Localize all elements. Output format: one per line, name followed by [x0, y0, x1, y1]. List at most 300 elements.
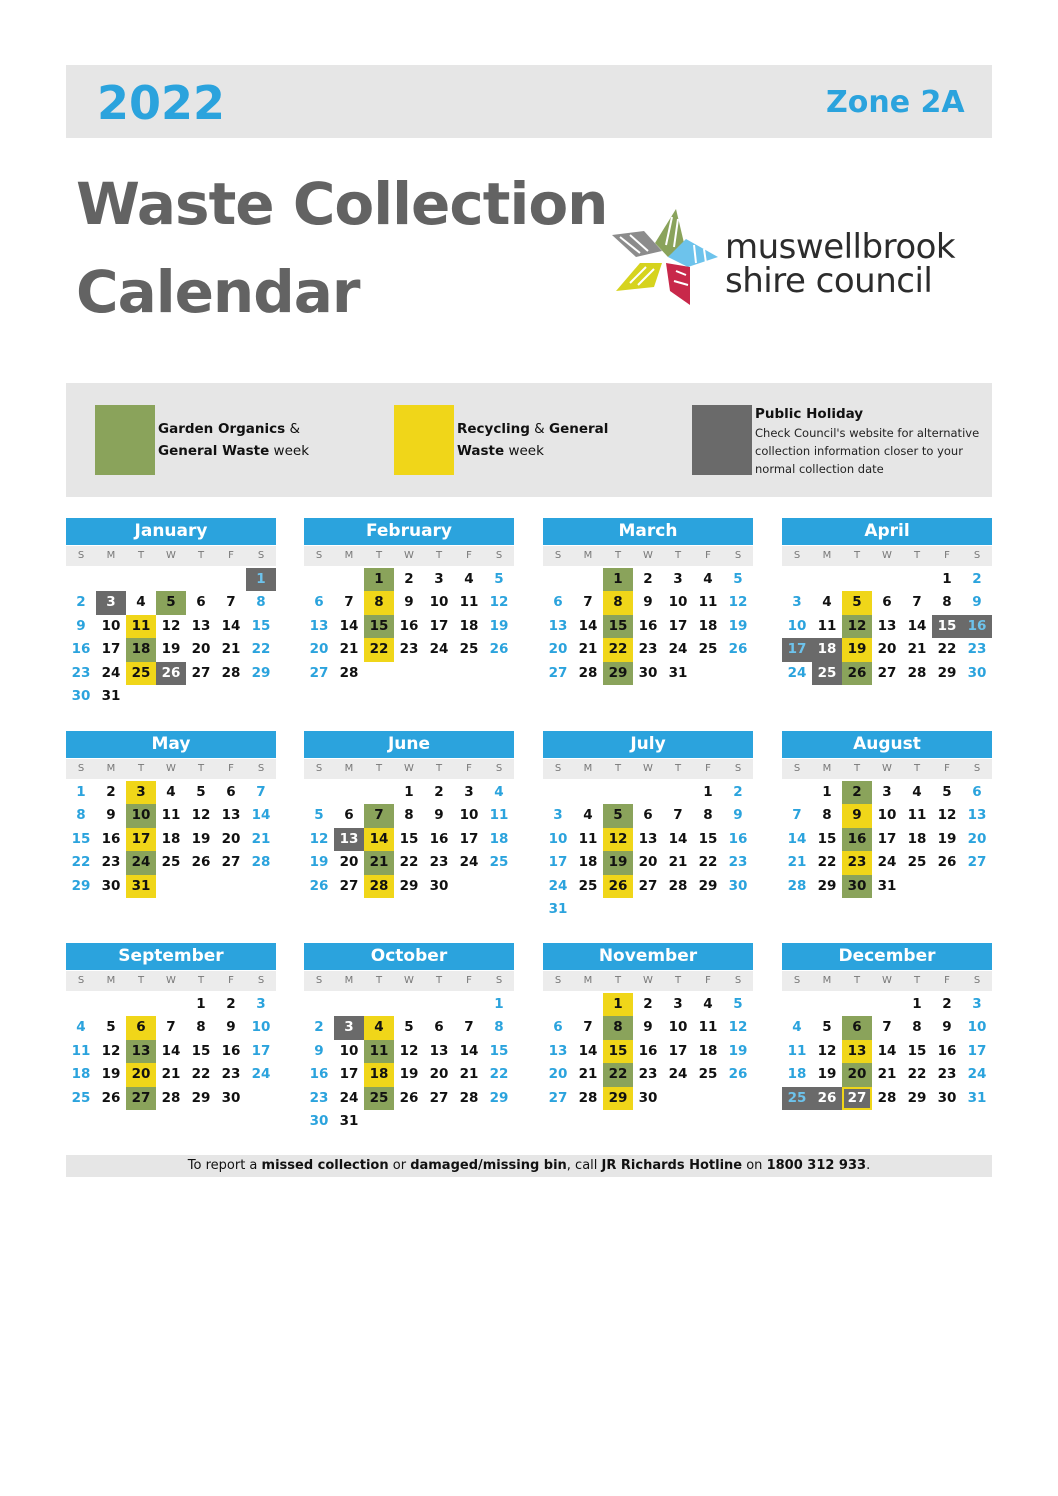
day-cell: 11 [489, 807, 509, 824]
day-grid [304, 781, 514, 898]
day-cell: 17 [782, 638, 812, 661]
legend-garden-rest1: & [285, 421, 300, 437]
day-cell: 14 [161, 1042, 181, 1059]
day-cell: 8 [703, 807, 713, 824]
day-cell: 11 [161, 807, 181, 824]
day-cell: 21 [578, 1066, 598, 1083]
day-cell: 8 [364, 591, 394, 614]
day-empty [66, 993, 96, 1016]
weekday-label: T [674, 550, 682, 561]
day-cell: 12 [817, 1042, 837, 1059]
day-grid [543, 568, 753, 685]
footer-text-3: , call [566, 1158, 602, 1173]
day-cell: 19 [937, 830, 957, 847]
zone-label: Zone 2A [826, 85, 965, 120]
legend-garden-bold1: Garden Organics [158, 421, 286, 437]
month-header: January [66, 518, 276, 545]
day-cell: 8 [942, 594, 952, 611]
day-cell: 18 [126, 638, 156, 661]
month-december [782, 943, 992, 1110]
month-march [543, 518, 753, 685]
weekday-label: T [913, 763, 921, 774]
day-cell: 4 [364, 1016, 394, 1039]
day-cell: 23 [71, 664, 91, 681]
day-cell: 25 [698, 641, 718, 658]
day-cell: 29 [603, 1087, 633, 1110]
weekday-label: M [822, 550, 832, 561]
day-cell: 22 [191, 1066, 211, 1083]
month-header: December [782, 943, 992, 970]
weekday-label: T [913, 550, 921, 561]
day-cell: 6 [314, 594, 324, 611]
day-cell: 15 [71, 830, 91, 847]
weekday-label: T [435, 763, 443, 774]
legend-recycling-bold1: Recycling [457, 421, 530, 437]
month-october [304, 943, 514, 1133]
day-empty [334, 568, 364, 591]
day-cell: 10 [429, 594, 449, 611]
weekday-label: S [734, 763, 742, 774]
weekday-label: F [705, 550, 711, 561]
day-cell: 11 [459, 594, 479, 611]
day-cell: 29 [603, 662, 633, 685]
day-cell: 20 [221, 830, 241, 847]
month-header: June [304, 731, 514, 758]
day-cell: 2 [226, 996, 236, 1012]
legend-recycling-bold2: Waste [457, 443, 505, 459]
day-cell: 24 [877, 854, 897, 871]
day-cell: 1 [703, 784, 713, 800]
legend-recycling-bold1b: General [549, 421, 609, 437]
day-cell: 20 [126, 1063, 156, 1086]
weekday-label: F [228, 550, 234, 561]
day-cell: 14 [364, 828, 394, 851]
month-header: May [66, 731, 276, 758]
day-cell: 30 [101, 877, 121, 894]
day-cell: 3 [334, 1016, 364, 1039]
day-empty [364, 781, 394, 804]
council-name [725, 227, 956, 301]
day-cell: 6 [553, 594, 563, 611]
day-cell: 29 [489, 1089, 509, 1106]
day-cell: 14 [578, 617, 598, 634]
day-cell: 17 [877, 830, 897, 847]
day-cell: 2 [106, 784, 116, 800]
day-cell: 2 [404, 571, 414, 587]
day-cell: 22 [603, 1063, 633, 1086]
day-cell: 15 [907, 1042, 927, 1059]
day-cell: 20 [548, 1066, 568, 1083]
day-cell: 9 [76, 617, 86, 634]
day-cell: 30 [728, 877, 748, 894]
weekday-label: T [435, 550, 443, 561]
day-cell: 30 [429, 877, 449, 894]
day-cell: 7 [344, 594, 354, 611]
weekday-label: F [466, 763, 472, 774]
day-cell: 15 [698, 830, 718, 847]
day-cell: 14 [251, 807, 271, 824]
day-cell: 15 [932, 615, 962, 638]
day-cell: 17 [459, 830, 479, 847]
day-cell: 24 [101, 664, 121, 681]
day-cell: 25 [364, 1087, 394, 1110]
day-cell: 1 [912, 996, 922, 1012]
day-empty [543, 781, 573, 804]
month-may [66, 731, 276, 898]
day-cell: 11 [578, 830, 598, 847]
weekday-label: M [106, 763, 116, 774]
day-cell: 1 [246, 568, 276, 591]
weekday-header-row [543, 971, 753, 991]
day-cell: 13 [548, 617, 568, 634]
day-cell: 15 [603, 615, 633, 638]
day-cell: 18 [787, 1066, 807, 1083]
day-cell: 12 [489, 594, 509, 611]
day-empty [842, 568, 872, 591]
legend-recycling-rest1: & [529, 421, 550, 437]
day-grid [543, 781, 753, 921]
day-cell: 7 [912, 594, 922, 611]
day-cell: 12 [937, 807, 957, 824]
day-cell: 22 [399, 854, 419, 871]
day-cell: 14 [459, 1042, 479, 1059]
day-cell: 6 [226, 784, 236, 800]
day-cell: 17 [548, 854, 568, 871]
weekday-label: F [944, 763, 950, 774]
day-cell: 17 [101, 641, 121, 658]
day-cell: 29 [399, 877, 419, 894]
day-cell: 25 [578, 877, 598, 894]
day-cell: 11 [817, 617, 837, 634]
weekday-label: S [554, 975, 562, 986]
day-cell: 8 [603, 591, 633, 614]
day-cell: 16 [962, 615, 992, 638]
day-cell: 24 [251, 1066, 271, 1083]
day-cell: 29 [71, 877, 91, 894]
weekday-header-row [782, 759, 992, 779]
day-cell: 5 [842, 591, 872, 614]
day-cell: 5 [196, 784, 206, 800]
day-cell: 19 [399, 1066, 419, 1083]
day-cell: 8 [912, 1019, 922, 1036]
weekday-label: F [705, 975, 711, 986]
day-cell: 29 [937, 664, 957, 681]
day-empty [812, 993, 842, 1016]
day-grid [782, 781, 992, 898]
day-cell: 1 [603, 993, 633, 1016]
day-cell: 23 [101, 854, 121, 871]
day-cell: 25 [161, 854, 181, 871]
day-cell: 4 [822, 594, 832, 611]
weekday-label: M [106, 975, 116, 986]
day-cell: 30 [638, 664, 658, 681]
weekday-label: S [734, 550, 742, 561]
day-cell: 11 [364, 1040, 394, 1063]
weekday-header-row [66, 759, 276, 779]
weekday-label: T [614, 550, 622, 561]
day-cell: 24 [459, 854, 479, 871]
day-cell: 3 [553, 807, 563, 824]
day-cell: 2 [76, 594, 86, 611]
day-cell: 12 [603, 828, 633, 851]
day-cell: 4 [703, 996, 713, 1012]
footer-text-5: . [866, 1158, 871, 1173]
weekday-label: M [583, 763, 593, 774]
day-empty [156, 993, 186, 1016]
day-cell: 7 [364, 804, 394, 827]
day-cell: 30 [71, 687, 91, 704]
day-cell: 25 [71, 1089, 91, 1106]
day-cell: 14 [578, 1042, 598, 1059]
day-cell: 7 [583, 594, 593, 611]
weekday-label: W [404, 550, 414, 561]
day-cell: 31 [126, 875, 156, 898]
day-cell: 17 [251, 1042, 271, 1059]
day-cell: 26 [191, 854, 211, 871]
day-cell: 9 [404, 594, 414, 611]
day-cell: 18 [698, 617, 718, 634]
day-grid [66, 781, 276, 898]
day-cell: 14 [877, 1042, 897, 1059]
day-cell: 13 [877, 617, 897, 634]
legend-holiday-note [755, 424, 979, 478]
day-cell: 22 [698, 854, 718, 871]
day-cell: 24 [668, 1066, 688, 1083]
day-cell: 8 [822, 807, 832, 824]
day-cell: 20 [967, 830, 987, 847]
day-cell: 6 [434, 1019, 444, 1036]
day-cell: 11 [907, 807, 927, 824]
weekday-label: W [882, 550, 892, 561]
day-cell: 19 [489, 617, 509, 634]
day-cell: 6 [196, 594, 206, 611]
day-cell: 28 [787, 877, 807, 894]
weekday-label: S [734, 975, 742, 986]
day-cell: 4 [912, 784, 922, 800]
day-cell: 22 [489, 1066, 509, 1083]
day-cell: 20 [638, 854, 658, 871]
day-grid [782, 568, 992, 685]
day-empty [633, 781, 663, 804]
day-cell: 4 [792, 1019, 802, 1036]
weekday-label: S [554, 550, 562, 561]
day-cell: 27 [221, 854, 241, 871]
day-cell: 23 [937, 1066, 957, 1083]
day-cell: 5 [603, 804, 633, 827]
weekday-label: S [315, 763, 323, 774]
day-cell: 24 [967, 1066, 987, 1083]
day-cell: 1 [196, 996, 206, 1012]
day-cell: 31 [548, 900, 568, 917]
day-cell: 3 [434, 571, 444, 587]
day-cell: 7 [256, 784, 266, 800]
day-grid [66, 993, 276, 1110]
council-name-line-2: shire council [725, 261, 933, 301]
day-cell: 8 [404, 807, 414, 824]
weekday-label: F [944, 550, 950, 561]
day-cell: 5 [733, 571, 743, 587]
day-cell: 10 [668, 594, 688, 611]
day-cell: 24 [126, 851, 156, 874]
day-cell: 7 [166, 1019, 176, 1036]
day-cell: 21 [221, 641, 241, 658]
weekday-label: T [853, 763, 861, 774]
day-cell: 3 [792, 594, 802, 611]
day-cell: 10 [668, 1019, 688, 1036]
day-cell: 4 [166, 784, 176, 800]
weekday-label: S [77, 763, 85, 774]
day-cell: 5 [156, 591, 186, 614]
day-cell: 14 [668, 830, 688, 847]
day-cell: 6 [643, 807, 653, 824]
day-cell: 30 [937, 1089, 957, 1106]
day-cell: 20 [309, 641, 329, 658]
day-empty [573, 993, 603, 1016]
day-cell: 18 [578, 854, 598, 871]
day-grid [304, 993, 514, 1133]
legend-recycling-rest2: week [504, 443, 544, 459]
weekday-header-row [66, 971, 276, 991]
day-empty [424, 993, 454, 1016]
day-cell: 11 [126, 615, 156, 638]
weekday-label: T [375, 763, 383, 774]
month-november [543, 943, 753, 1110]
legend-holiday-note-2: collection information closer to your [755, 444, 963, 458]
day-cell: 22 [907, 1066, 927, 1083]
weekday-label: W [882, 975, 892, 986]
day-empty [304, 568, 334, 591]
day-cell: 27 [967, 854, 987, 871]
day-cell: 25 [126, 662, 156, 685]
day-cell: 26 [399, 1089, 419, 1106]
day-cell: 5 [106, 1019, 116, 1036]
day-cell: 4 [76, 1019, 86, 1036]
day-empty [66, 568, 96, 591]
day-cell: 18 [364, 1063, 394, 1086]
day-cell: 10 [101, 617, 121, 634]
month-header: September [66, 943, 276, 970]
day-cell: 19 [817, 1066, 837, 1083]
day-cell: 27 [309, 664, 329, 681]
legend-garden-bold2: General Waste [158, 443, 270, 459]
weekday-label: W [882, 763, 892, 774]
legend-swatch-recycling [394, 405, 454, 475]
weekday-header-row [66, 546, 276, 566]
weekday-label: W [404, 975, 414, 986]
day-empty [543, 568, 573, 591]
footer-bold-3: JR Richards Hotline [601, 1158, 743, 1173]
day-empty [126, 993, 156, 1016]
day-cell: 27 [877, 664, 897, 681]
day-cell: 4 [703, 571, 713, 587]
day-cell: 13 [638, 830, 658, 847]
day-cell: 26 [101, 1089, 121, 1106]
day-cell: 28 [578, 1089, 598, 1106]
day-cell: 11 [698, 1019, 718, 1036]
day-empty [334, 781, 364, 804]
weekday-label: T [137, 975, 145, 986]
day-cell: 21 [907, 641, 927, 658]
day-cell: 21 [339, 641, 359, 658]
day-cell: 7 [792, 807, 802, 824]
day-cell: 22 [364, 638, 394, 661]
day-cell: 26 [937, 854, 957, 871]
day-cell: 27 [548, 1089, 568, 1106]
day-cell: 22 [251, 641, 271, 658]
weekday-label: T [853, 550, 861, 561]
weekday-label: T [197, 550, 205, 561]
weekday-label: M [106, 550, 116, 561]
day-cell: 21 [578, 641, 598, 658]
day-cell: 30 [967, 664, 987, 681]
day-cell: 16 [101, 830, 121, 847]
day-cell: 18 [459, 617, 479, 634]
day-cell: 20 [548, 641, 568, 658]
footer-bold-1: missed collection [261, 1158, 389, 1173]
weekday-label: T [614, 763, 622, 774]
day-cell: 15 [399, 830, 419, 847]
day-empty [782, 568, 812, 591]
day-cell: 28 [161, 1089, 181, 1106]
day-empty [902, 568, 932, 591]
legend-holiday-note-3: normal collection date [755, 462, 884, 476]
weekday-label: W [166, 975, 176, 986]
day-cell: 20 [339, 854, 359, 871]
day-empty [782, 781, 812, 804]
day-cell: 9 [643, 1019, 653, 1036]
day-cell: 21 [459, 1066, 479, 1083]
day-cell: 6 [126, 1016, 156, 1039]
day-cell: 11 [787, 1042, 807, 1059]
month-header: April [782, 518, 992, 545]
day-empty [573, 568, 603, 591]
day-cell: 31 [877, 877, 897, 894]
day-cell: 9 [314, 1042, 324, 1059]
weekday-label: W [166, 550, 176, 561]
weekday-header-row [304, 971, 514, 991]
day-empty [812, 568, 842, 591]
weekday-label: F [228, 763, 234, 774]
day-cell: 6 [842, 1016, 872, 1039]
month-header: July [543, 731, 753, 758]
day-cell: 25 [907, 854, 927, 871]
weekday-label: T [435, 975, 443, 986]
weekday-header-row [543, 759, 753, 779]
day-cell: 22 [817, 854, 837, 871]
day-cell: 9 [643, 594, 653, 611]
day-cell: 28 [668, 877, 688, 894]
day-cell: 21 [251, 830, 271, 847]
day-cell: 19 [728, 617, 748, 634]
day-cell: 12 [101, 1042, 121, 1059]
day-cell: 29 [907, 1089, 927, 1106]
day-cell: 10 [548, 830, 568, 847]
day-cell: 25 [812, 662, 842, 685]
day-cell: 13 [126, 1040, 156, 1063]
footer-text-4: on [742, 1158, 767, 1173]
weekday-header-row [304, 759, 514, 779]
day-cell: 26 [603, 875, 633, 898]
day-empty [842, 993, 872, 1016]
day-cell: 13 [548, 1042, 568, 1059]
day-cell: 6 [882, 594, 892, 611]
day-cell: 19 [161, 641, 181, 658]
day-cell: 25 [459, 641, 479, 658]
day-cell: 17 [126, 828, 156, 851]
day-cell: 15 [191, 1042, 211, 1059]
day-cell: 31 [339, 1112, 359, 1129]
day-cell: 24 [429, 641, 449, 658]
